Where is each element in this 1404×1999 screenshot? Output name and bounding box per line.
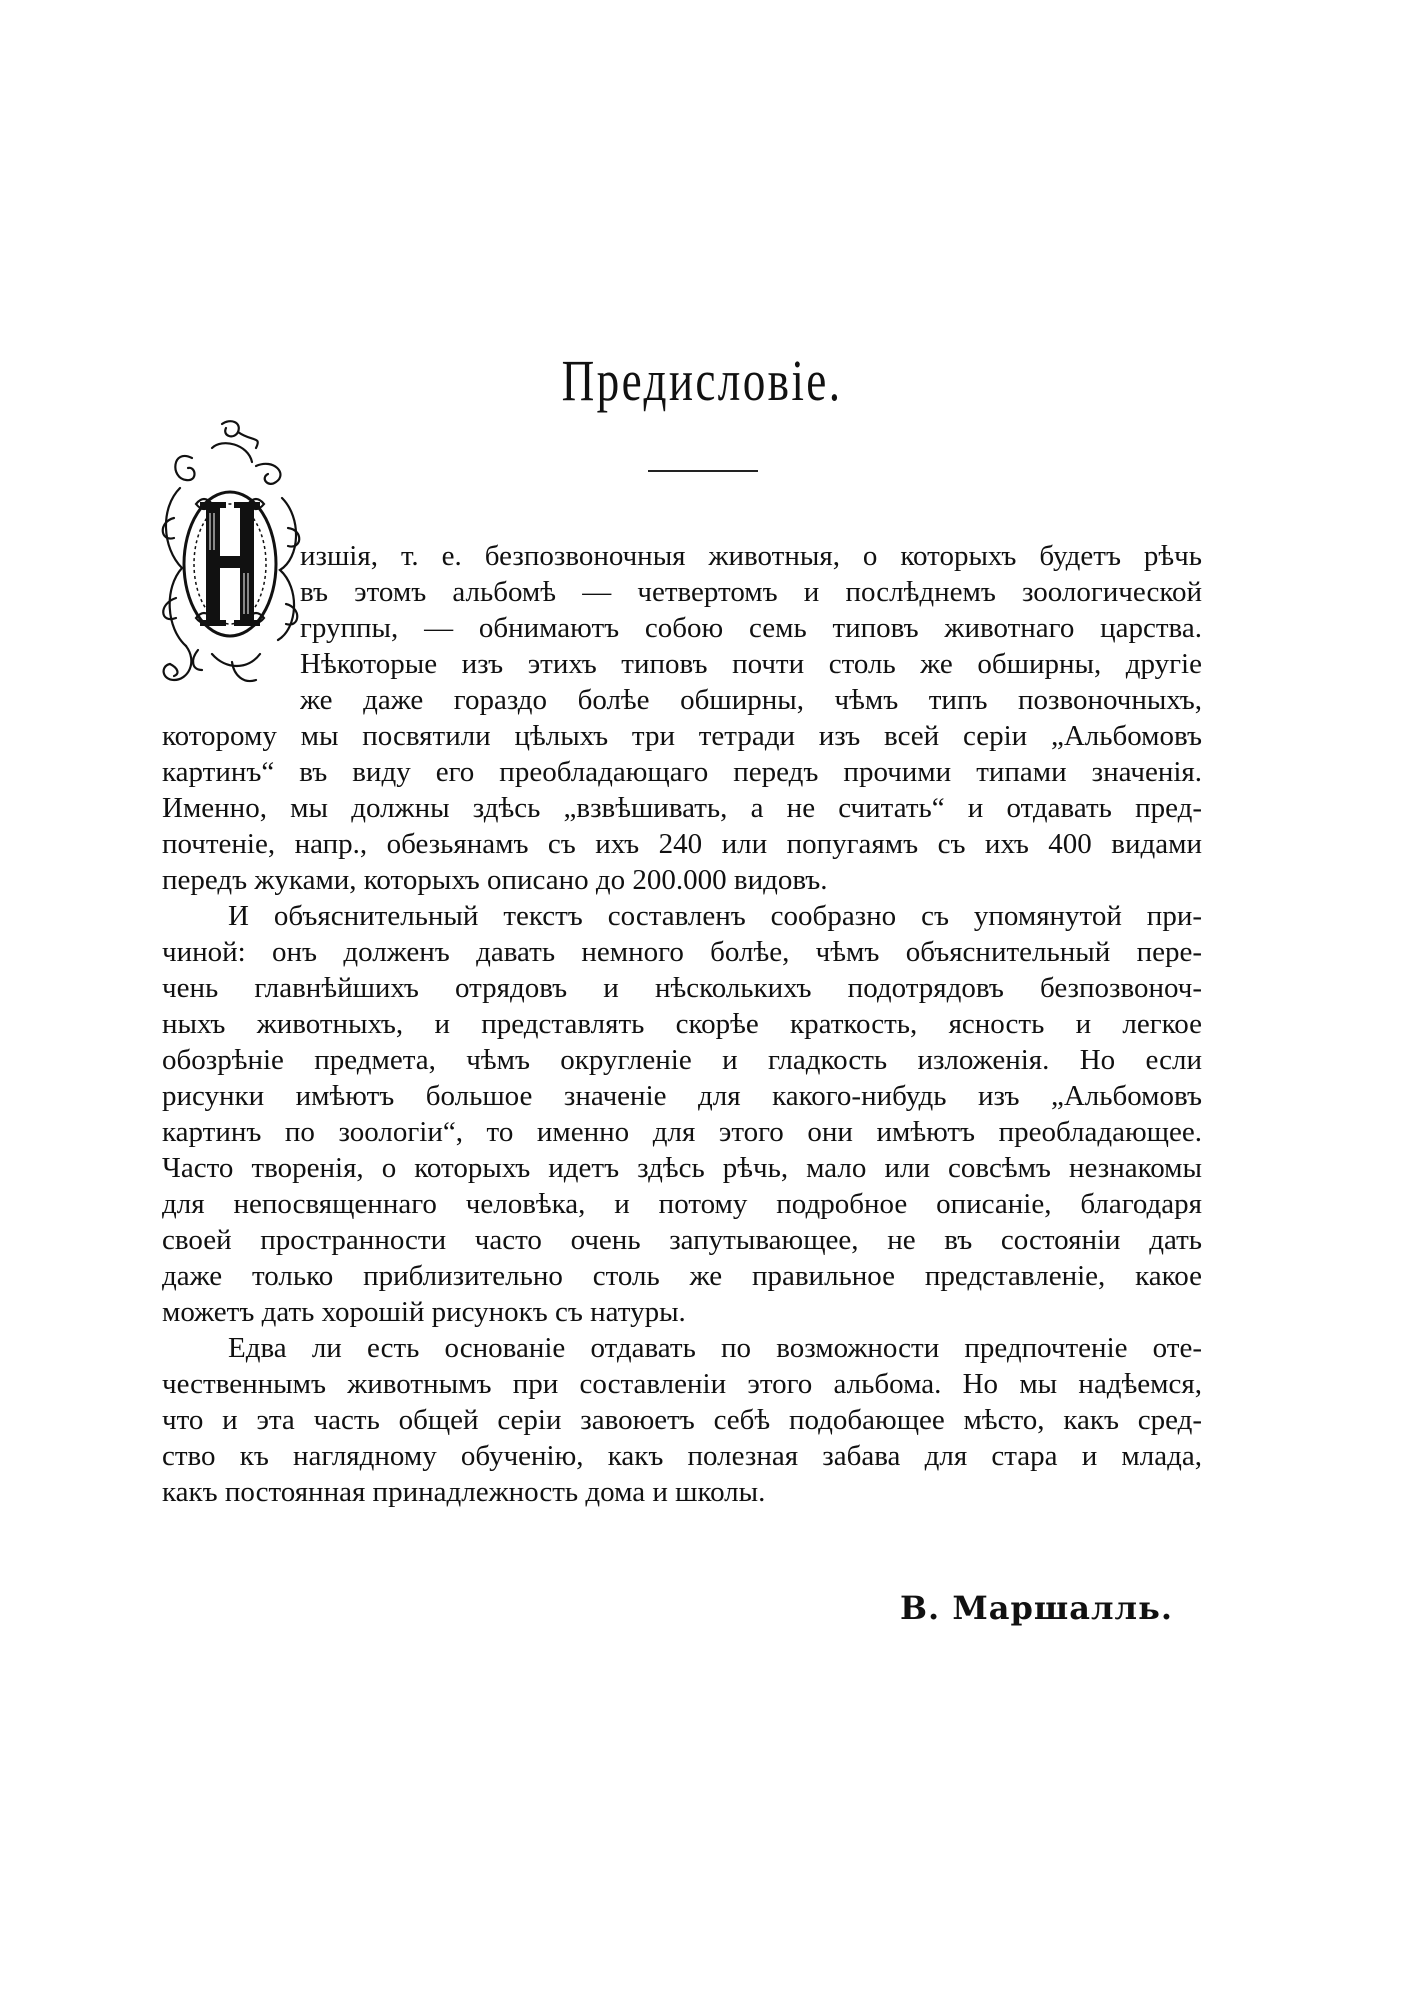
ornamental-dropcap-icon bbox=[152, 418, 306, 694]
text-line-20: своей пространности часто очень запутывающее, не въ состояніи дать bbox=[162, 1224, 1202, 1256]
text-line-5: же даже гораздо болѣе обширны, чѣмъ типъ позвоночныхъ, bbox=[300, 684, 1202, 716]
text-line-19: для непосвященнаго человѣка, и потому подробное описаніе, благодаря bbox=[162, 1188, 1202, 1220]
text-line-22: можетъ дать хорошій рисунокъ съ натуры. bbox=[162, 1296, 686, 1328]
text-line-23: Едва ли есть основаніе отдавать по возможности предпочтеніе оте- bbox=[228, 1332, 1202, 1364]
text-line-11: И объяснительный текстъ составленъ сообразно съ упомянутой при- bbox=[228, 900, 1202, 932]
text-line-7: картинъ“ въ виду его преобладающаго передъ прочими типами значенія. bbox=[162, 756, 1202, 788]
text-line-13: чень главнѣйшихъ отрядовъ и нѣсколькихъ подотрядовъ безпозвоноч- bbox=[162, 972, 1202, 1004]
text-line-24: чественнымъ животнымъ при составленіи этого альбома. Но мы надѣемся, bbox=[162, 1368, 1202, 1400]
text-line-12: чиной: онъ долженъ давать немного болѣе, чѣмъ объяснительный пере- bbox=[162, 936, 1202, 968]
title-divider bbox=[648, 470, 758, 472]
author-signature: В. Маршалль. bbox=[900, 1589, 1173, 1627]
text-line-4: Нѣкоторые изъ этихъ типовъ почти столь же обширны, другіе bbox=[300, 648, 1202, 680]
text-line-10: передъ жуками, которыхъ описано до 200.000 видовъ. bbox=[162, 864, 828, 896]
text-line-14: ныхъ животныхъ, и представлять скорѣе краткость, ясность и легкое bbox=[162, 1008, 1202, 1040]
text-line-9: почтеніе, напр., обезьянамъ съ ихъ 240 или попугаямъ съ ихъ 400 видами bbox=[162, 828, 1202, 860]
text-line-8: Именно, мы должны здѣсь „взвѣшивать, а не считать“ и отдавать пред- bbox=[162, 792, 1202, 824]
text-line-25: что и эта часть общей серіи завоюетъ себѣ подобающее мѣсто, какъ сред- bbox=[162, 1404, 1202, 1436]
text-line-26: ство къ наглядному обученію, какъ полезная забава для стара и млада, bbox=[162, 1440, 1202, 1472]
text-line-3: группы, — обнимаютъ собою семь типовъ животнаго царства. bbox=[300, 612, 1202, 644]
text-line-18: Часто творенія, о которыхъ идетъ здѣсь рѣчь, мало или совсѣмъ незнакомы bbox=[162, 1152, 1202, 1184]
text-line-17: картинъ по зоологіи“, то именно для этого они имѣютъ преобладающее. bbox=[162, 1116, 1202, 1148]
text-line-21: даже только приблизительно столь же правильное представленіе, какое bbox=[162, 1260, 1202, 1292]
text-line-15: обозрѣніе предмета, чѣмъ округленіе и гладкость изложенія. Но если bbox=[162, 1044, 1202, 1076]
text-line-1: изшія, т. е. безпозвоночныя животныя, о которыхъ будетъ рѣчь bbox=[300, 540, 1202, 572]
text-line-2: въ этомъ альбомѣ — четвертомъ и послѣднемъ зоологической bbox=[300, 576, 1202, 608]
text-line-16: рисунки имѣютъ большое значеніе для какого-нибудь изъ „Альбомовъ bbox=[162, 1080, 1202, 1112]
page-title: Предисловіе. bbox=[561, 348, 843, 413]
text-line-6: которому мы посвятили цѣлыхъ три тетради изъ всей серіи „Альбомовъ bbox=[162, 720, 1202, 752]
text-line-27: какъ постоянная принадлежность дома и школы. bbox=[162, 1476, 766, 1508]
